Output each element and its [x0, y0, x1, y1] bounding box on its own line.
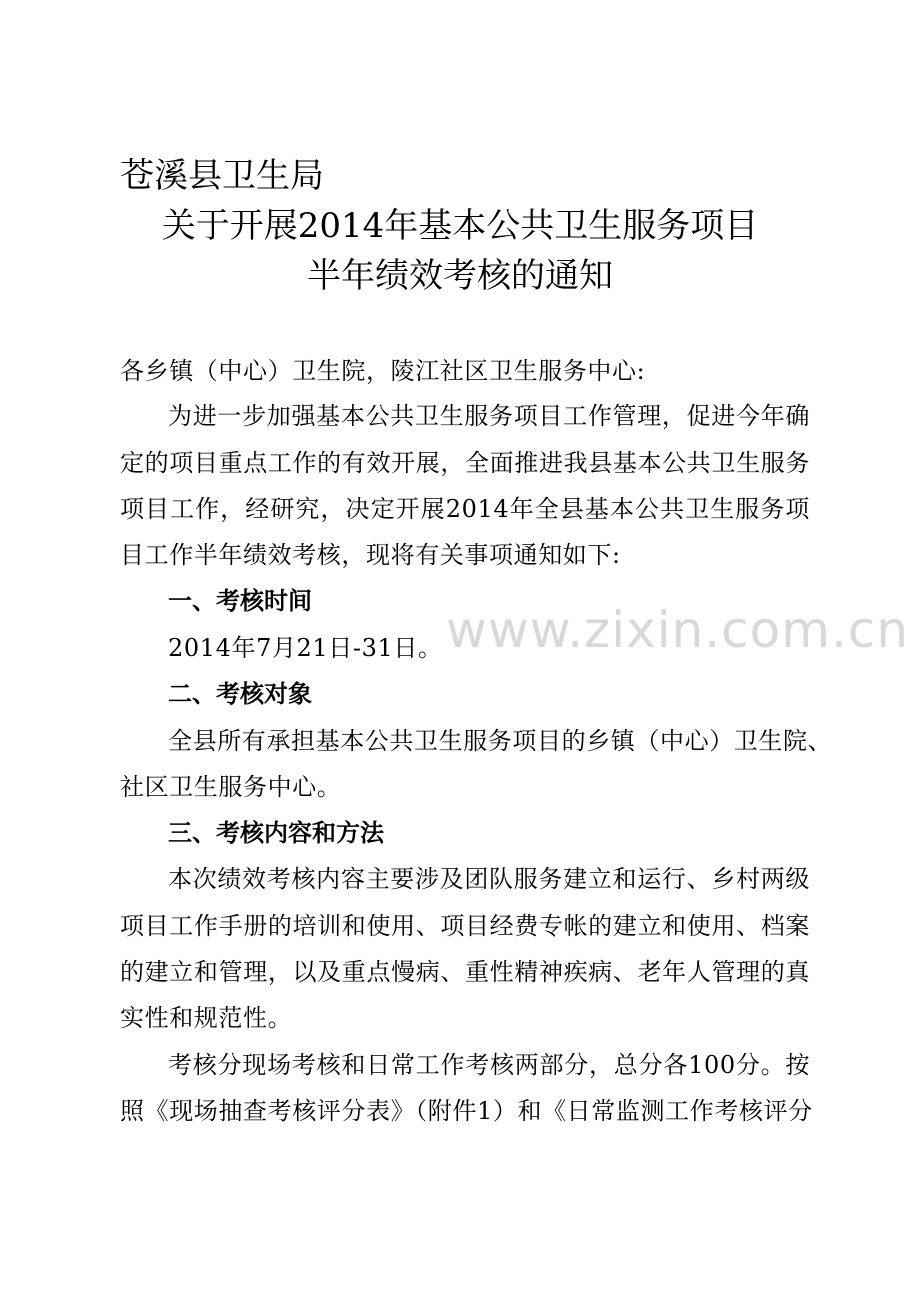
- section-heading-time: 一、考核时间: [168, 587, 312, 615]
- section-method-line-2: 照《现场抽查考核评分表》（附件1）和《日常监测工作考核评分: [120, 1097, 813, 1125]
- intro-line-4: 目工作半年绩效考核，现将有关事项通知如下:: [120, 541, 621, 569]
- section-heading-content: 三、考核内容和方法: [168, 819, 384, 847]
- section-content-line-2: 项目工作手册的培训和使用、项目经费专帐的建立和使用、档案: [120, 912, 810, 940]
- section-target-line-1: 全县所有承担基本公共卫生服务项目的乡镇（中心）卫生院、: [168, 727, 833, 755]
- section-time-text: 2014年7月21日-31日。: [168, 634, 443, 662]
- intro-line-1: 为进一步加强基本公共卫生服务项目工作管理，促进今年确: [168, 402, 810, 430]
- intro-line-3: 项目工作，经研究，决定开展2014年全县基本公共卫生服务项: [120, 495, 810, 523]
- section-content-line-1: 本次绩效考核内容主要涉及团队服务建立和运行、乡村两级: [168, 865, 810, 893]
- section-target-line-2: 社区卫生服务中心。: [120, 773, 342, 801]
- watermark: www.zixin.com.cn: [446, 601, 910, 659]
- section-content-line-3: 的建立和管理，以及重点慢病、重性精神疾病、老年人管理的真: [120, 958, 810, 986]
- section-method-line-1: 考核分现场考核和日常工作考核两部分，总分各100分。按: [168, 1051, 810, 1079]
- document-title-line-3: 半年绩效考核的通知: [307, 256, 613, 296]
- salutation: 各乡镇（中心）卫生院，陵江社区卫生服务中心:: [120, 357, 646, 385]
- intro-line-2: 定的项目重点工作的有效开展，全面推进我县基本公共卫生服务: [120, 449, 810, 477]
- document-title-issuer: 苍溪县卫生局: [120, 156, 324, 196]
- section-content-line-4: 实性和规范性。: [120, 1004, 293, 1032]
- document-title-line-2: 关于开展2014年基本公共卫生服务项目: [161, 206, 759, 246]
- section-heading-target: 二、考核对象: [168, 680, 312, 708]
